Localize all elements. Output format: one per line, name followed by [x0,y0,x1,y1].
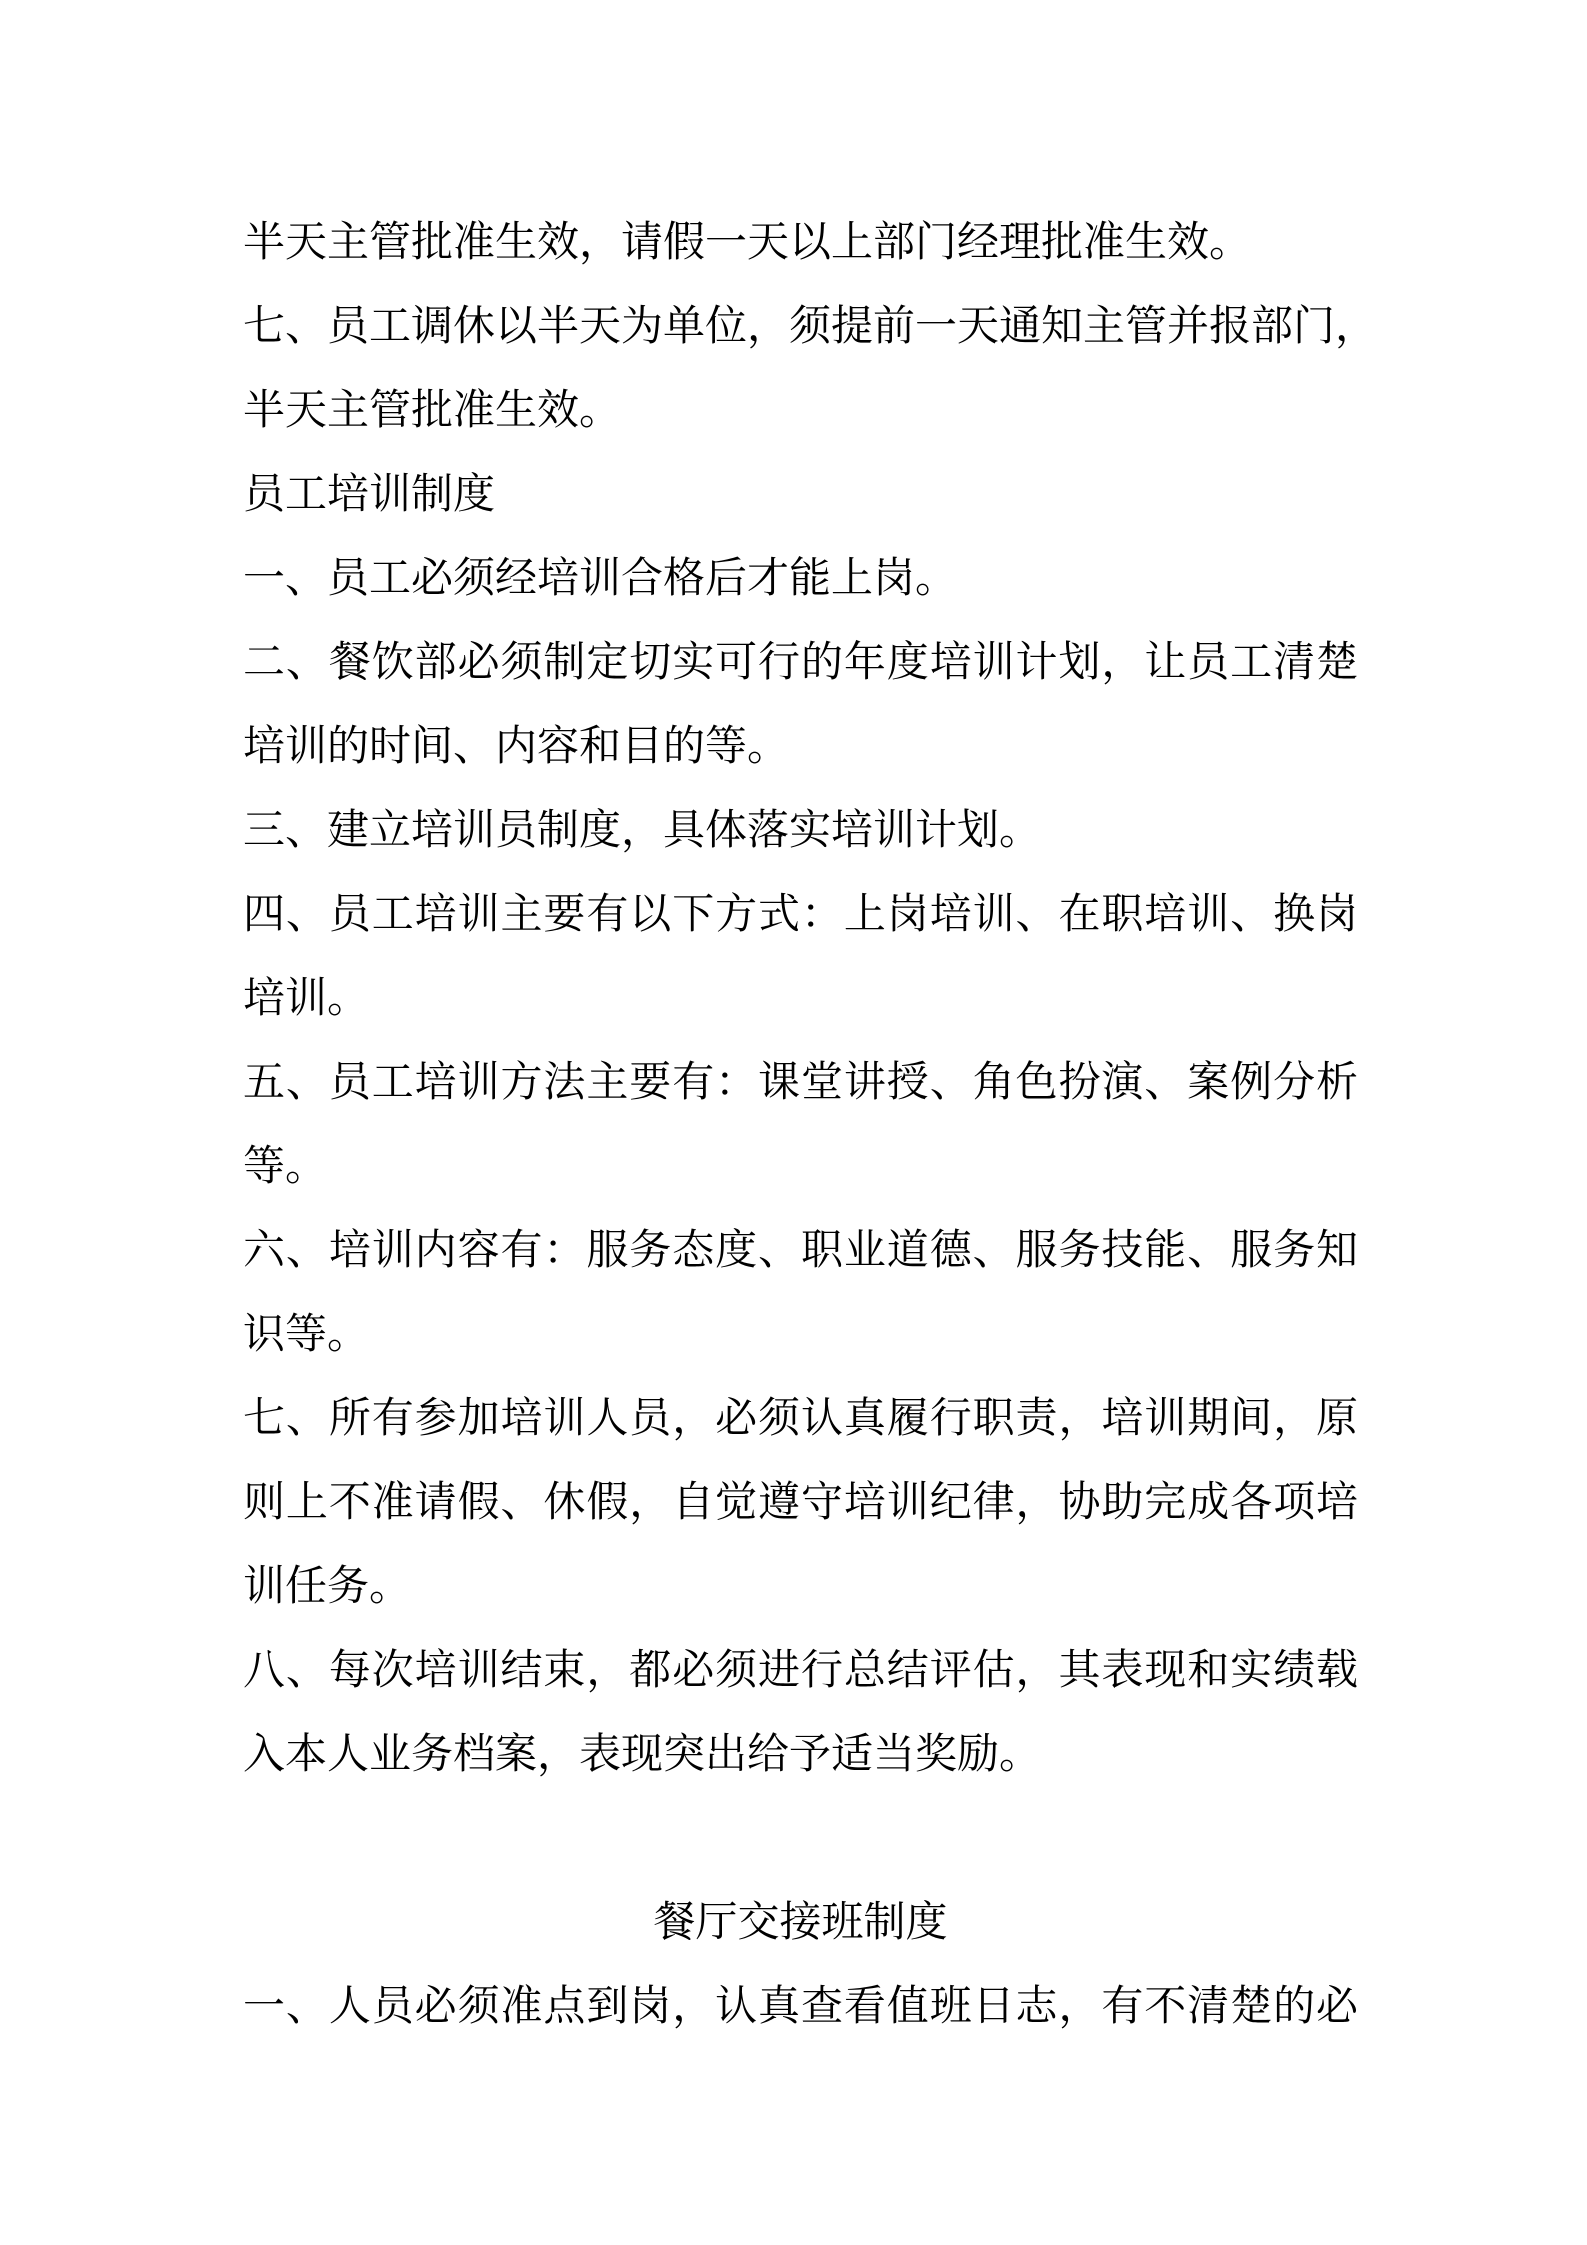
text-line: 识等。 [243,1309,370,1358]
section-title: 餐厅交接班制度 [653,1897,948,1946]
text-line: 二、餐饮部必须制定切实可行的年度培训计划，让员工清楚 [243,637,1358,686]
text-line: 四、员工培训主要有以下方式：上岗培训、在职培训、换岗 [243,889,1358,938]
document-body [243,200,1378,2048]
text-line: 培训。 [243,973,370,1022]
text-line: 一、人员必须准点到岗，认真查看值班日志，有不清楚的必 [243,1981,1358,2030]
text-line: 八、每次培训结束，都必须进行总结评估，其表现和实绩载 [243,1645,1358,1694]
text-block-after [243,1964,1358,2048]
section-gap [243,1796,1358,1880]
text-line: 半天主管批准生效，请假一天以上部门经理批准生效。 [243,217,1252,266]
text-line: 半天主管批准生效。 [243,385,622,434]
text-line: 七、所有参加培训人员，必须认真履行职责，培训期间，原 [243,1393,1358,1442]
text-line: 五、员工培训方法主要有：课堂讲授、角色扮演、案例分析 [243,1057,1358,1106]
text-line: 员工培训制度 [243,469,496,518]
text-line: 六、培训内容有：服务态度、职业道德、服务技能、服务知 [243,1225,1358,1274]
text-line: 等。 [243,1141,328,1190]
text-block-before [243,200,1378,1796]
text-line: 培训的时间、内容和目的等。 [243,721,790,770]
text-line: 入本人业务档案，表现突出给予适当奖励。 [243,1729,1042,1778]
text-line: 训任务。 [243,1561,412,1610]
text-line: 七、员工调休以半天为单位，须提前一天通知主管并报部门， [243,301,1378,350]
text-line: 一、员工必须经培训合格后才能上岗。 [243,553,958,602]
text-line: 则上不准请假、休假，自觉遵守培训纪律，协助完成各项培 [243,1477,1358,1526]
text-line: 三、建立培训员制度，具体落实培训计划。 [243,805,1042,854]
